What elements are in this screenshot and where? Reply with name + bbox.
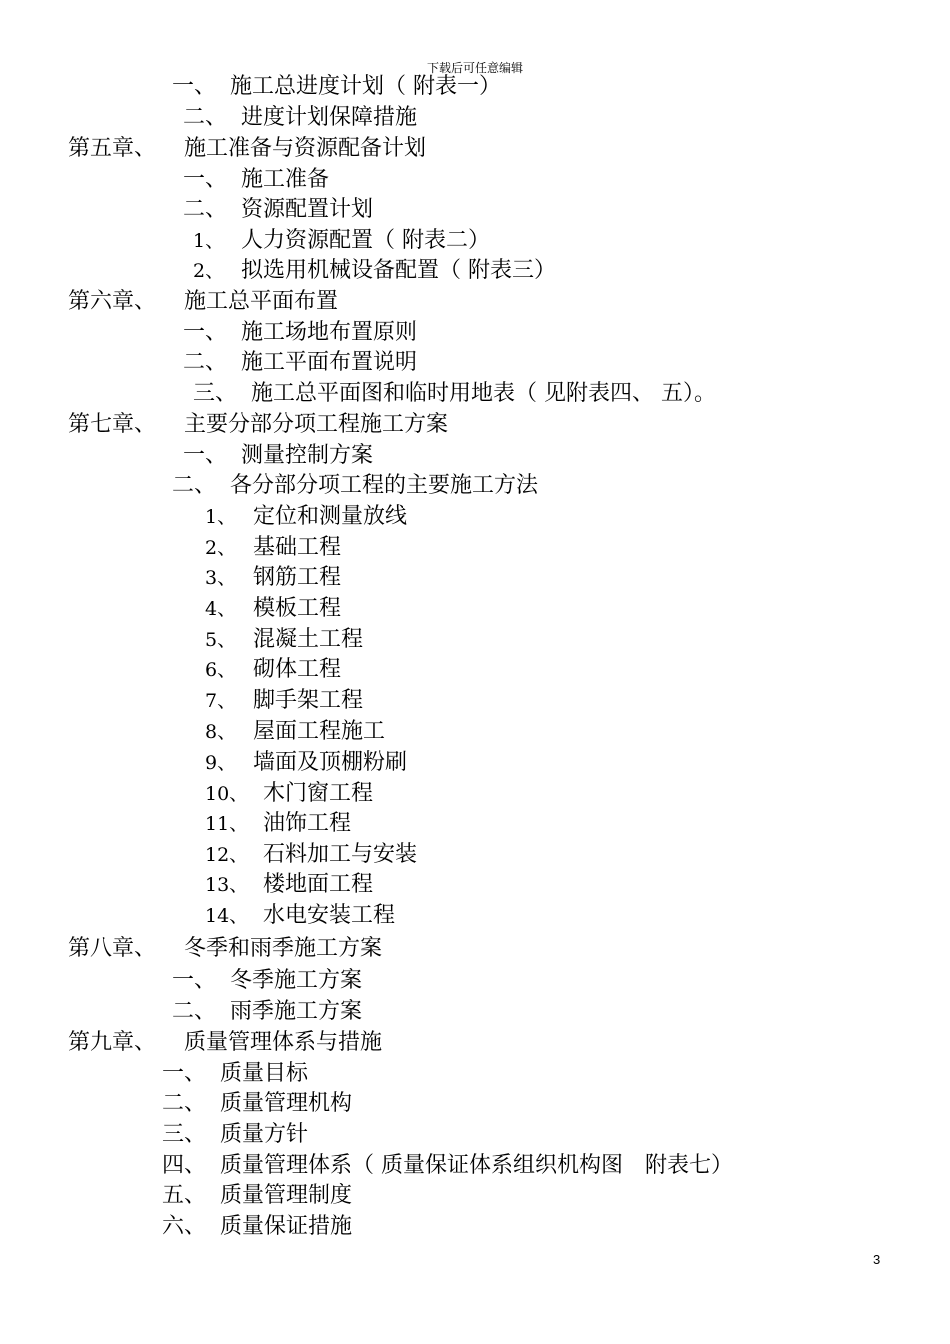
toc-entry-item (205, 870, 373, 900)
toc-entry-title: 雨季施工方案 (230, 999, 363, 1024)
toc-entry-title: 质量管理体系（ 质量保证体系组织机构图 附表七） (220, 1153, 733, 1178)
toc-entry-title: 钢筋工程 (253, 565, 342, 590)
toc-entry-sub (162, 1151, 733, 1181)
toc-entry-chapter (68, 287, 338, 317)
toc-entry-item (205, 594, 341, 624)
toc-entry-title: 屋面工程施工 (253, 719, 386, 744)
toc-entry-sub (162, 1089, 352, 1119)
toc-entry-title: 木门窗工程 (263, 781, 374, 806)
toc-entry-title: 基础工程 (253, 535, 342, 560)
toc-entry-title: 脚手架工程 (253, 688, 364, 713)
toc-entry-number: 第七章、 (68, 412, 157, 437)
toc-entry-number: 3、 (205, 567, 237, 589)
toc-entry-number: 二、 (183, 197, 228, 222)
toc-entry-number: 13、 (205, 874, 249, 896)
toc-entry-item (205, 779, 373, 809)
toc-entry-title: 资源配置计划 (241, 197, 374, 222)
watermark: 下载后可任意编辑 (426, 61, 523, 75)
toc-entry-item (205, 655, 341, 685)
toc-entry-item (193, 226, 490, 256)
toc-entry-number: 4、 (205, 598, 237, 620)
toc-entry-sub (162, 1181, 352, 1211)
toc-entry-title: 拟选用机械设备配置（ 附表三） (241, 258, 556, 283)
toc-entry-item (205, 533, 341, 563)
toc-entry-chapter (68, 934, 382, 964)
toc-entry-title: 冬季和雨季施工方案 (184, 936, 383, 961)
toc-entry-chapter (68, 134, 426, 164)
toc-entry-sub (183, 195, 373, 225)
toc-entry-number: 9、 (205, 752, 237, 774)
toc-entry-title: 墙面及顶棚粉刷 (253, 750, 408, 775)
toc-entry-number: 三、 (162, 1122, 207, 1147)
toc-entry-title: 质量管理制度 (220, 1183, 353, 1208)
toc-entry-number: 一、 (172, 74, 217, 99)
toc-entry-number: 一、 (183, 167, 228, 192)
toc-entry-sub (183, 441, 373, 471)
toc-entry-title: 混凝土工程 (253, 627, 364, 652)
toc-entry-item (205, 686, 363, 716)
toc-entry-number: 11、 (205, 813, 249, 835)
toc-entry-number: 第九章、 (68, 1030, 157, 1055)
toc-entry-title: 施工场地布置原则 (241, 320, 418, 345)
toc-entry-number: 8、 (205, 721, 237, 743)
toc-entry-item (205, 717, 385, 747)
toc-entry-title: 石料加工与安装 (263, 842, 418, 867)
toc-entry-title: 质量目标 (220, 1061, 309, 1086)
toc-entry-title: 质量管理体系与措施 (184, 1030, 383, 1055)
toc-entry-number: 第六章、 (68, 289, 157, 314)
toc-entry-chapter (68, 1028, 382, 1058)
toc-entry-title: 水电安装工程 (263, 903, 396, 928)
toc-entry-item (205, 502, 407, 532)
toc-entry-number: 六、 (162, 1214, 207, 1239)
toc-entry-number: 1、 (193, 230, 225, 252)
toc-entry-title: 施工准备 (241, 167, 330, 192)
toc-entry-title: 质量管理机构 (220, 1091, 353, 1116)
toc-entry-number: 一、 (183, 443, 228, 468)
toc-entry-sub (183, 348, 417, 378)
page-number: 3 (873, 1252, 881, 1267)
toc-entry-sub (172, 72, 501, 102)
toc-entry-number: 1、 (205, 506, 237, 528)
toc-entry-number: 二、 (172, 473, 217, 498)
toc-entry-number: 五、 (162, 1183, 207, 1208)
toc-entry-number: 12、 (205, 844, 249, 866)
toc-entry-number: 6、 (205, 659, 237, 681)
toc-entry-sub (172, 997, 362, 1027)
toc-entry-title: 冬季施工方案 (230, 968, 363, 993)
toc-entry-sub (183, 165, 329, 195)
toc-entry-sub (193, 379, 716, 409)
toc-entry-number: 7、 (205, 690, 237, 712)
toc-entry-item (205, 563, 341, 593)
toc-entry-item (205, 625, 363, 655)
toc-entry-item (205, 809, 351, 839)
toc-entry-sub (172, 966, 362, 996)
toc-entry-title: 质量方针 (220, 1122, 309, 1147)
toc-entry-number: 一、 (172, 968, 217, 993)
toc-entry-number: 一、 (183, 320, 228, 345)
toc-entry-title: 砌体工程 (253, 657, 342, 682)
toc-entry-title: 油饰工程 (263, 811, 352, 836)
toc-entry-title: 施工总进度计划（ 附表一） (230, 74, 501, 99)
toc-entry-title: 施工准备与资源配备计划 (184, 136, 427, 161)
toc-entry-title: 质量保证措施 (220, 1214, 353, 1239)
toc-entry-number: 二、 (183, 350, 228, 375)
toc-entry-title: 人力资源配置（ 附表二） (241, 228, 490, 253)
toc-entry-title: 测量控制方案 (241, 443, 374, 468)
toc-entry-title: 施工总平面布置 (184, 289, 339, 314)
toc-entry-title: 楼地面工程 (263, 872, 374, 897)
toc-entry-item (193, 256, 556, 286)
toc-entry-sub (172, 471, 538, 501)
toc-entry-number: 2、 (205, 537, 237, 559)
toc-entry-title: 各分部分项工程的主要施工方法 (230, 473, 539, 498)
toc-entry-sub (162, 1120, 308, 1150)
toc-entry-number: 5、 (205, 629, 237, 651)
toc-entry-chapter (68, 410, 448, 440)
toc-entry-number: 第八章、 (68, 936, 157, 961)
toc-entry-number: 二、 (183, 105, 228, 130)
toc-entry-number: 二、 (162, 1091, 207, 1116)
toc-entry-title: 模板工程 (253, 596, 342, 621)
toc-entry-title: 主要分部分项工程施工方案 (184, 412, 449, 437)
toc-entry-title: 定位和测量放线 (253, 504, 408, 529)
toc-entry-title: 施工平面布置说明 (241, 350, 418, 375)
toc-entry-item (205, 901, 395, 931)
toc-entry-title: 施工总平面图和临时用地表（ 见附表四、 五）。 (251, 381, 716, 406)
toc-entry-number: 2、 (193, 260, 225, 282)
toc-entry-number: 10、 (205, 783, 249, 805)
toc-entry-number: 四、 (162, 1153, 207, 1178)
toc-entry-number: 14、 (205, 905, 249, 927)
toc-entry-sub (162, 1059, 308, 1089)
toc-entry-sub (183, 318, 417, 348)
toc-entry-sub (183, 103, 417, 133)
toc-entry-number: 一、 (162, 1061, 207, 1086)
toc-entry-number: 三、 (193, 381, 238, 406)
toc-entry-item (205, 748, 407, 778)
toc-entry-title: 进度计划保障措施 (241, 105, 418, 130)
toc-entry-number: 二、 (172, 999, 217, 1024)
toc-entry-sub (162, 1212, 352, 1242)
toc-entry-number: 第五章、 (68, 136, 157, 161)
toc-entry-item (205, 840, 417, 870)
